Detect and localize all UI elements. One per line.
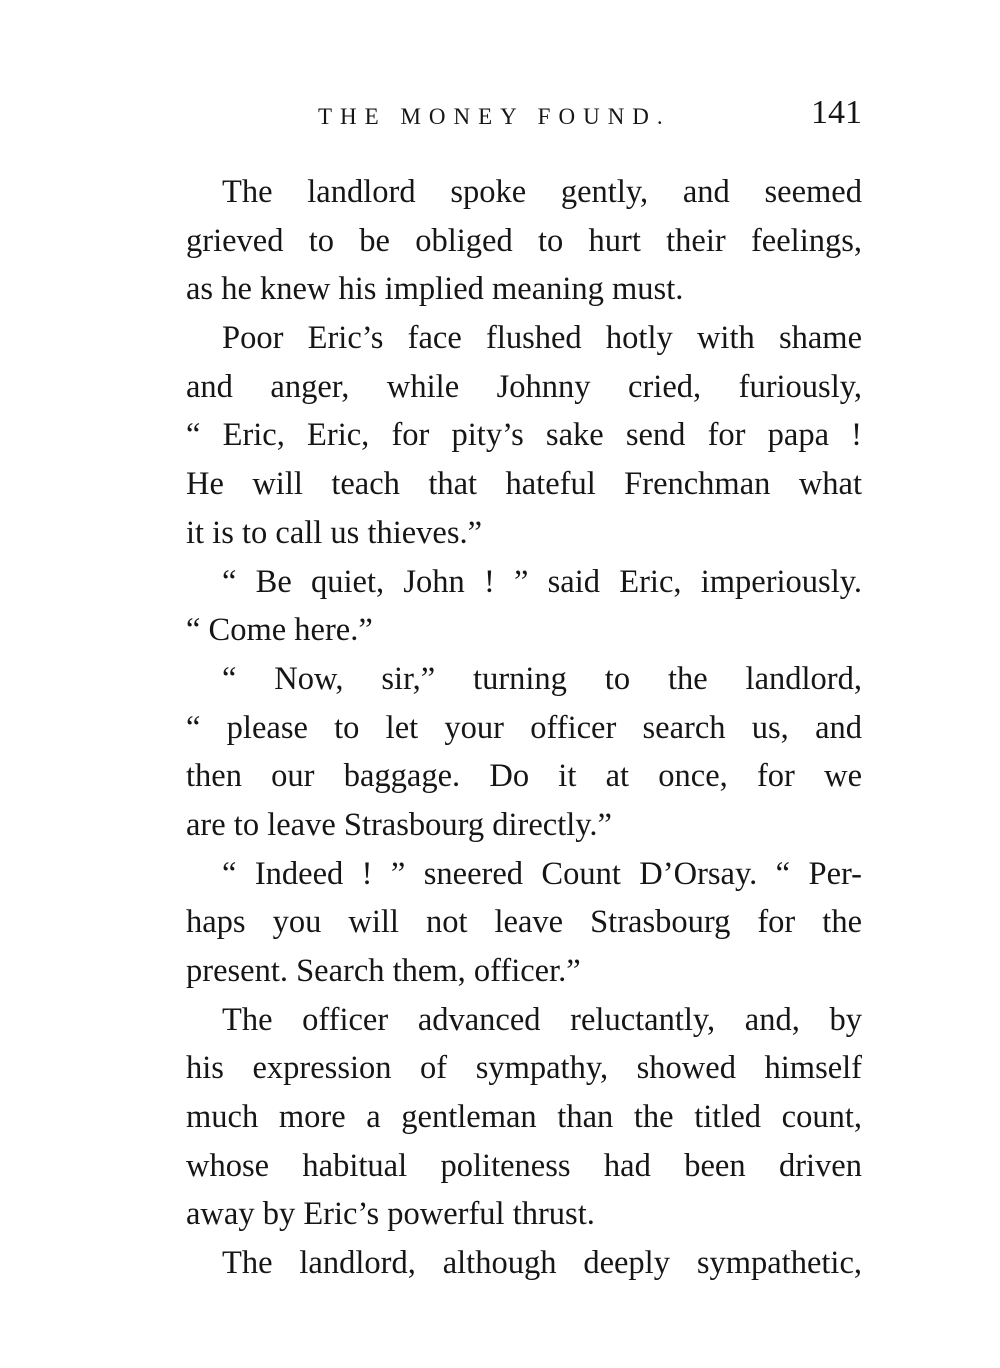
text-line: haps you will not leave Strasbourg for the (186, 904, 862, 941)
running-head (186, 94, 862, 140)
text-line: “ Come here.” (186, 612, 373, 649)
text-line: “ Eric, Eric, for pity’s sake send for papa ! (186, 417, 862, 454)
text-line: and anger, while Johnny cried, furiously, (186, 368, 862, 405)
text-line: present. Search them, officer.” (186, 953, 581, 989)
text-line: Poor Eric’s face flushed hotly with shame (222, 320, 862, 357)
text-line: The landlord, although deeply sympathetic, (222, 1245, 862, 1282)
body-text (186, 168, 862, 1288)
text-line: then our baggage. Do it at once, for we (186, 758, 862, 795)
text-line: “ Indeed ! ” sneered Count D’Orsay. “ Per- (222, 855, 862, 892)
text-line: much more a gentleman than the titled count, (186, 1099, 862, 1136)
text-line: The landlord spoke gently, and seemed (222, 174, 862, 210)
text-line: his expression of sympathy, showed himself (186, 1050, 862, 1087)
text-line: away by Eric’s powerful thrust. (186, 1196, 595, 1233)
chapter-title: THE MONEY FOUND. (318, 104, 671, 129)
text-line: as he knew his implied meaning must. (186, 271, 684, 308)
text-line: “ please to let your officer search us, and (186, 709, 862, 746)
page-number: 141 (811, 94, 862, 131)
text-line: The officer advanced reluctantly, and, by (222, 1001, 862, 1038)
text-line: grieved to be obliged to hurt their feelings, (186, 222, 862, 259)
text-line: it is to call us thieves.” (186, 514, 483, 551)
text-line: whose habitual politeness had been driven (186, 1147, 862, 1184)
text-line: “ Now, sir,” turning to the landlord, (222, 660, 862, 697)
text-line: “ Be quiet, John ! ” said Eric, imperiously. (222, 563, 862, 600)
text-line: He will teach that hateful Frenchman what (186, 466, 862, 503)
text-line: are to leave Strasbourg directly.” (186, 806, 612, 843)
